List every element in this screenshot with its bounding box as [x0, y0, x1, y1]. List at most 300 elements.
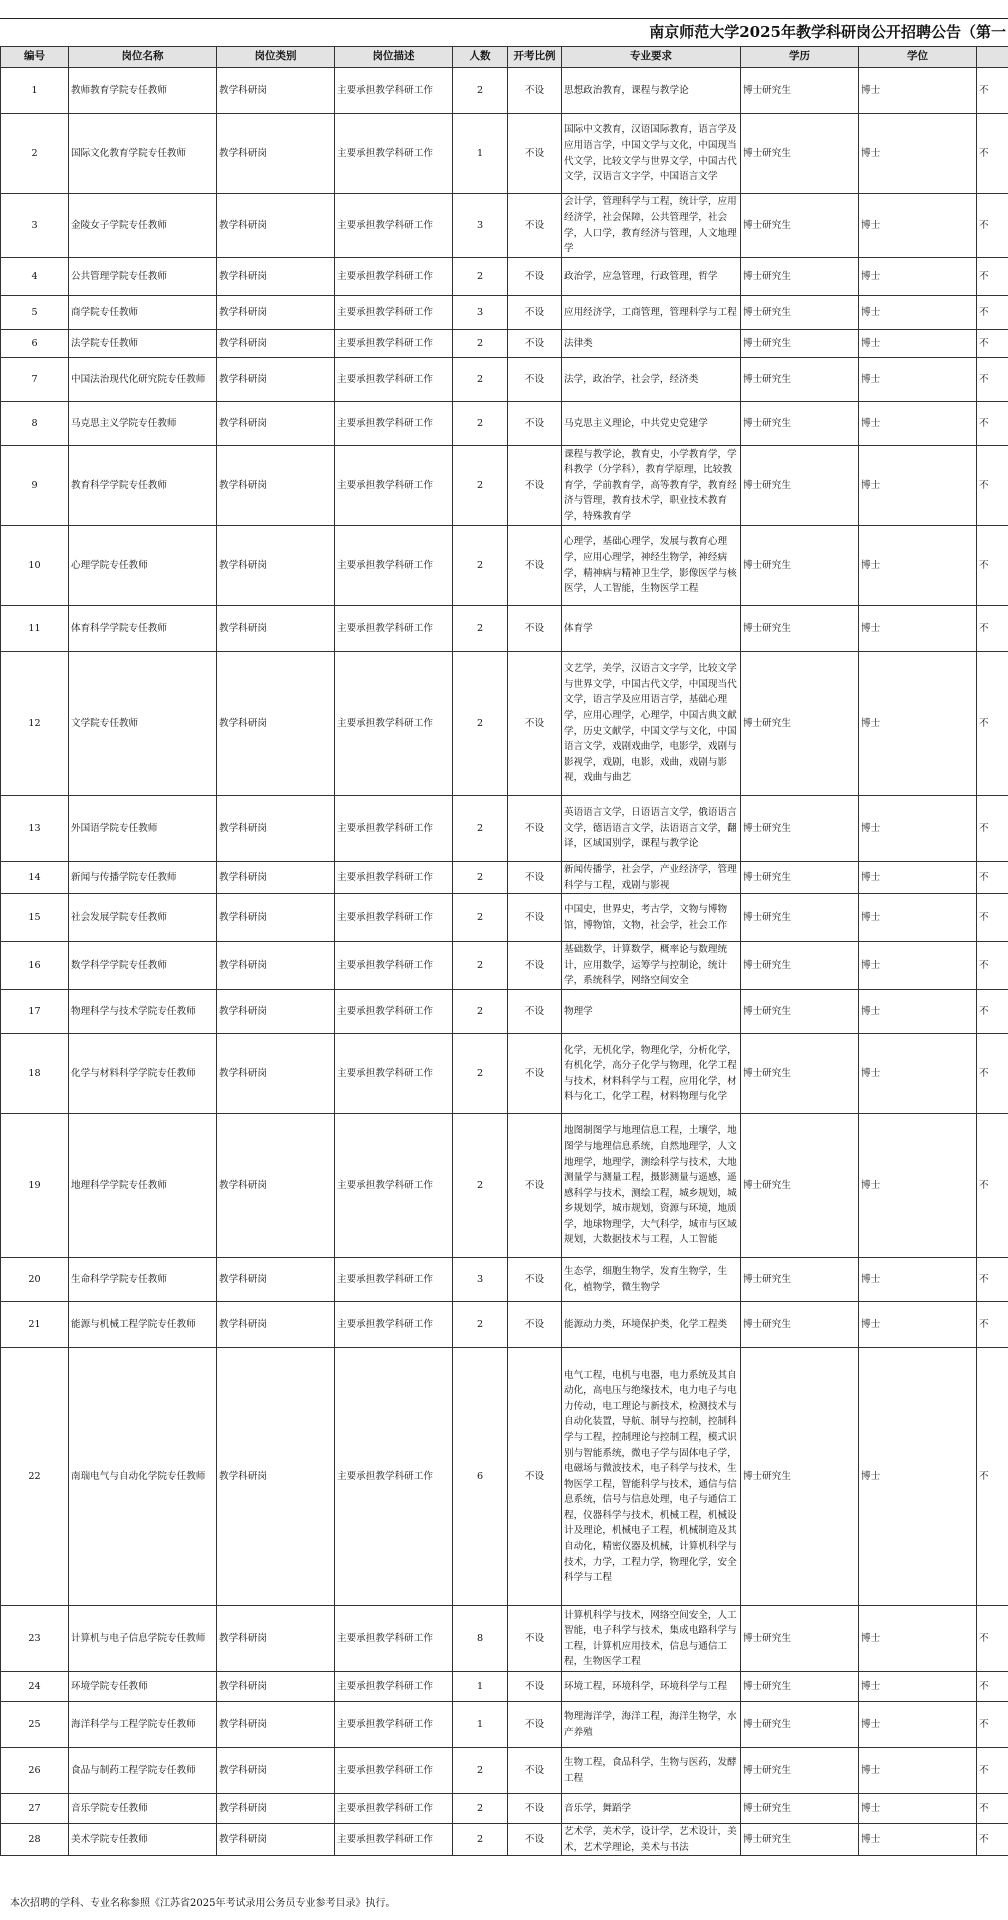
table-row [1, 894, 1008, 942]
table-row [1, 1258, 1008, 1302]
cell-extra: 不 [977, 1824, 1008, 1856]
cell-major-requirement: 应用经济学，工商管理，管理科学与工程 [562, 296, 741, 330]
cell-extra: 不 [977, 1258, 1008, 1302]
cell-education: 博士研究生 [741, 258, 859, 296]
cell-degree: 博士 [859, 652, 977, 796]
cell-position-description: 主要承担教学科研工作 [335, 796, 453, 862]
cell-education: 博士研究生 [741, 652, 859, 796]
cell-degree: 博士 [859, 1302, 977, 1348]
cell-number: 17 [1, 990, 69, 1034]
table-row [1, 652, 1008, 796]
cell-number: 23 [1, 1606, 69, 1672]
cell-degree: 博士 [859, 1606, 977, 1672]
cell-position-category: 教学科研岗 [217, 1606, 335, 1672]
cell-degree: 博士 [859, 68, 977, 114]
cell-position-description: 主要承担教学科研工作 [335, 114, 453, 194]
cell-exam-ratio: 不设 [508, 1302, 562, 1348]
cell-exam-ratio: 不设 [508, 606, 562, 652]
cell-education: 博士研究生 [741, 1702, 859, 1748]
header-position-name: 岗位名称 [69, 47, 217, 68]
cell-exam-ratio: 不设 [508, 942, 562, 990]
cell-number: 5 [1, 296, 69, 330]
table-row [1, 358, 1008, 402]
cell-education: 博士研究生 [741, 358, 859, 402]
cell-exam-ratio: 不设 [508, 1794, 562, 1824]
cell-position-description: 主要承担教学科研工作 [335, 1702, 453, 1748]
cell-position-description: 主要承担教学科研工作 [335, 1114, 453, 1258]
cell-exam-ratio: 不设 [508, 358, 562, 402]
cell-position-name: 社会发展学院专任教师 [69, 894, 217, 942]
cell-education: 博士研究生 [741, 446, 859, 526]
cell-position-name: 文学院专任教师 [69, 652, 217, 796]
cell-number: 8 [1, 402, 69, 446]
cell-exam-ratio: 不设 [508, 1258, 562, 1302]
table-row [1, 1034, 1008, 1114]
cell-degree: 博士 [859, 1348, 977, 1606]
table-row [1, 402, 1008, 446]
cell-count: 2 [453, 942, 508, 990]
cell-exam-ratio: 不设 [508, 330, 562, 358]
cell-degree: 博士 [859, 862, 977, 894]
cell-position-description: 主要承担教学科研工作 [335, 1258, 453, 1302]
cell-extra: 不 [977, 1748, 1008, 1794]
cell-number: 25 [1, 1702, 69, 1748]
cell-position-name: 公共管理学院专任教师 [69, 258, 217, 296]
cell-position-category: 教学科研岗 [217, 1824, 335, 1856]
cell-position-name: 地理科学学院专任教师 [69, 1114, 217, 1258]
cell-exam-ratio: 不设 [508, 68, 562, 114]
cell-exam-ratio: 不设 [508, 652, 562, 796]
cell-major-requirement: 生物工程，食品科学，生物与医药，发酵工程 [562, 1748, 741, 1794]
cell-position-description: 主要承担教学科研工作 [335, 258, 453, 296]
announcement-page [0, 18, 1008, 1856]
table-row [1, 114, 1008, 194]
cell-major-requirement: 基础数学，计算数学，概率论与数理统计，应用数学，运筹学与控制论，统计学，系统科学，网络空间安全 [562, 942, 741, 990]
recruitment-table [0, 46, 1008, 1856]
cell-count: 2 [453, 1302, 508, 1348]
cell-count: 2 [453, 1824, 508, 1856]
cell-count: 2 [453, 68, 508, 114]
cell-exam-ratio: 不设 [508, 114, 562, 194]
cell-number: 27 [1, 1794, 69, 1824]
header-degree: 学位 [859, 47, 977, 68]
cell-position-description: 主要承担教学科研工作 [335, 194, 453, 258]
cell-exam-ratio: 不设 [508, 862, 562, 894]
cell-extra: 不 [977, 942, 1008, 990]
cell-position-description: 主要承担教学科研工作 [335, 894, 453, 942]
cell-position-description: 主要承担教学科研工作 [335, 296, 453, 330]
cell-position-description: 主要承担教学科研工作 [335, 1824, 453, 1856]
cell-position-description: 主要承担教学科研工作 [335, 1348, 453, 1606]
cell-count: 2 [453, 606, 508, 652]
cell-position-description: 主要承担教学科研工作 [335, 1606, 453, 1672]
cell-extra: 不 [977, 1114, 1008, 1258]
cell-position-name: 心理学院专任教师 [69, 526, 217, 606]
cell-major-requirement: 会计学，管理科学与工程，统计学，应用经济学，社会保障，公共管理学，社会学，人口学，教育经济与管理，人文地理学 [562, 194, 741, 258]
cell-position-description: 主要承担教学科研工作 [335, 1034, 453, 1114]
cell-number: 18 [1, 1034, 69, 1114]
cell-extra: 不 [977, 68, 1008, 114]
cell-position-category: 教学科研岗 [217, 1702, 335, 1748]
cell-major-requirement: 电气工程，电机与电器，电力系统及其自动化，高电压与绝缘技术，电力电子与电力传动，电工理论与新技术，检测技术与自动化装置，导航、制导与控制，控制科学与工程，控制理论与控制工程，模式识别与智能系统，微电子学与固体电子学，电磁场与微波技术，电子科学与技术，生物医学工程，智能科学与技术，通信与信息系统，信号与信息处理，电子与通信工程，仪器科学与技术，机械工程，机械设计及理论，机械电子工程，机械制造及其自动化，精密仪器及机械，计算机科学与技术，力学，工程力学，物理化学，安全科学与工程 [562, 1348, 741, 1606]
cell-major-requirement: 能源动力类，环境保护类，化学工程类 [562, 1302, 741, 1348]
cell-count: 2 [453, 1034, 508, 1114]
cell-education: 博士研究生 [741, 796, 859, 862]
footnote: 本次招聘的学科、专业名称参照《江苏省2025年考试录用公务员专业参考目录》执行。 [10, 1898, 396, 1909]
cell-position-category: 教学科研岗 [217, 358, 335, 402]
cell-position-category: 教学科研岗 [217, 1348, 335, 1606]
cell-position-name: 计算机与电子信息学院专任教师 [69, 1606, 217, 1672]
cell-count: 6 [453, 1348, 508, 1606]
cell-position-name: 南瑞电气与自动化学院专任教师 [69, 1348, 217, 1606]
cell-major-requirement: 艺术学，美术学，设计学，艺术设计，美术，艺术学理论，美术与书法 [562, 1824, 741, 1856]
cell-position-name: 能源与机械工程学院专任教师 [69, 1302, 217, 1348]
cell-degree: 博士 [859, 296, 977, 330]
cell-education: 博士研究生 [741, 862, 859, 894]
cell-extra: 不 [977, 330, 1008, 358]
cell-degree: 博士 [859, 526, 977, 606]
cell-number: 12 [1, 652, 69, 796]
cell-exam-ratio: 不设 [508, 1348, 562, 1606]
cell-degree: 博士 [859, 1114, 977, 1258]
table-row [1, 1302, 1008, 1348]
cell-degree: 博士 [859, 1034, 977, 1114]
cell-extra: 不 [977, 402, 1008, 446]
cell-number: 24 [1, 1672, 69, 1702]
cell-major-requirement: 课程与教学论，教育史，小学教育学，学科教学（分学科），教育学原理，比较教育学，学前教育学，高等教育学，教育经济与管理，教育技术学，职业技术教育学，特殊教育学 [562, 446, 741, 526]
cell-position-description: 主要承担教学科研工作 [335, 526, 453, 606]
cell-education: 博士研究生 [741, 1302, 859, 1348]
cell-extra: 不 [977, 796, 1008, 862]
cell-position-name: 商学院专任教师 [69, 296, 217, 330]
cell-extra: 不 [977, 652, 1008, 796]
cell-position-category: 教学科研岗 [217, 526, 335, 606]
cell-exam-ratio: 不设 [508, 258, 562, 296]
cell-count: 2 [453, 796, 508, 862]
cell-exam-ratio: 不设 [508, 1114, 562, 1258]
cell-education: 博士研究生 [741, 114, 859, 194]
cell-position-name: 物理科学与技术学院专任教师 [69, 990, 217, 1034]
cell-position-description: 主要承担教学科研工作 [335, 330, 453, 358]
cell-education: 博士研究生 [741, 402, 859, 446]
cell-count: 2 [453, 1114, 508, 1258]
cell-degree: 博士 [859, 402, 977, 446]
cell-position-category: 教学科研岗 [217, 652, 335, 796]
cell-extra: 不 [977, 1702, 1008, 1748]
header-major-requirement: 专业要求 [562, 47, 741, 68]
cell-degree: 博士 [859, 1258, 977, 1302]
cell-position-category: 教学科研岗 [217, 402, 335, 446]
cell-number: 19 [1, 1114, 69, 1258]
cell-position-category: 教学科研岗 [217, 114, 335, 194]
header-position-category: 岗位类别 [217, 47, 335, 68]
cell-position-category: 教学科研岗 [217, 894, 335, 942]
cell-position-name: 法学院专任教师 [69, 330, 217, 358]
cell-position-name: 生命科学学院专任教师 [69, 1258, 217, 1302]
cell-exam-ratio: 不设 [508, 402, 562, 446]
cell-position-category: 教学科研岗 [217, 606, 335, 652]
table-row [1, 1672, 1008, 1702]
cell-education: 博士研究生 [741, 1748, 859, 1794]
cell-count: 2 [453, 330, 508, 358]
cell-education: 博士研究生 [741, 1794, 859, 1824]
cell-position-name: 外国语学院专任教师 [69, 796, 217, 862]
cell-extra: 不 [977, 194, 1008, 258]
table-row [1, 1824, 1008, 1856]
cell-extra: 不 [977, 1672, 1008, 1702]
cell-exam-ratio: 不设 [508, 1702, 562, 1748]
cell-extra: 不 [977, 1034, 1008, 1114]
cell-count: 8 [453, 1606, 508, 1672]
table-row [1, 942, 1008, 990]
cell-position-category: 教学科研岗 [217, 194, 335, 258]
cell-position-category: 教学科研岗 [217, 1748, 335, 1794]
cell-count: 1 [453, 114, 508, 194]
cell-major-requirement: 思想政治教育，课程与教学论 [562, 68, 741, 114]
cell-number: 28 [1, 1824, 69, 1856]
cell-number: 7 [1, 358, 69, 402]
table-row [1, 330, 1008, 358]
cell-degree: 博士 [859, 796, 977, 862]
cell-position-description: 主要承担教学科研工作 [335, 652, 453, 796]
cell-position-description: 主要承担教学科研工作 [335, 402, 453, 446]
cell-degree: 博士 [859, 1702, 977, 1748]
cell-count: 2 [453, 990, 508, 1034]
cell-number: 15 [1, 894, 69, 942]
cell-count: 2 [453, 862, 508, 894]
cell-exam-ratio: 不设 [508, 1748, 562, 1794]
cell-count: 2 [453, 1794, 508, 1824]
cell-education: 博士研究生 [741, 1824, 859, 1856]
table-row [1, 68, 1008, 114]
header-count: 人数 [453, 47, 508, 68]
cell-major-requirement: 马克思主义理论，中共党史党建学 [562, 402, 741, 446]
cell-education: 博士研究生 [741, 296, 859, 330]
cell-major-requirement: 物理海洋学，海洋工程，海洋生物学，水产养殖 [562, 1702, 741, 1748]
table-row [1, 296, 1008, 330]
cell-position-description: 主要承担教学科研工作 [335, 1672, 453, 1702]
cell-position-name: 教师教育学院专任教师 [69, 68, 217, 114]
cell-position-description: 主要承担教学科研工作 [335, 942, 453, 990]
header-position-description: 岗位描述 [335, 47, 453, 68]
cell-major-requirement: 英语语言文学，日语语言文学，俄语语言文学，德语语言文学，法语语言文学，翻译，区域国别学，课程与教学论 [562, 796, 741, 862]
cell-major-requirement: 法学，政治学，社会学，经济类 [562, 358, 741, 402]
table-row [1, 1702, 1008, 1748]
cell-major-requirement: 体育学 [562, 606, 741, 652]
cell-exam-ratio: 不设 [508, 1606, 562, 1672]
cell-major-requirement: 生态学，细胞生物学，发育生物学，生化，植物学，微生物学 [562, 1258, 741, 1302]
cell-degree: 博士 [859, 258, 977, 296]
cell-education: 博士研究生 [741, 68, 859, 114]
cell-exam-ratio: 不设 [508, 796, 562, 862]
cell-count: 2 [453, 894, 508, 942]
table-row [1, 1794, 1008, 1824]
cell-number: 13 [1, 796, 69, 862]
table-row [1, 1114, 1008, 1258]
cell-degree: 博士 [859, 894, 977, 942]
cell-count: 3 [453, 194, 508, 258]
cell-major-requirement: 物理学 [562, 990, 741, 1034]
cell-number: 2 [1, 114, 69, 194]
cell-extra: 不 [977, 1794, 1008, 1824]
table-row [1, 796, 1008, 862]
cell-exam-ratio: 不设 [508, 990, 562, 1034]
cell-number: 3 [1, 194, 69, 258]
cell-degree: 博士 [859, 358, 977, 402]
cell-degree: 博士 [859, 194, 977, 258]
table-row [1, 1606, 1008, 1672]
cell-degree: 博士 [859, 1748, 977, 1794]
cell-position-description: 主要承担教学科研工作 [335, 446, 453, 526]
cell-number: 20 [1, 1258, 69, 1302]
cell-major-requirement: 新闻传播学，社会学，产业经济学，管理科学与工程，戏剧与影视 [562, 862, 741, 894]
header-exam-ratio: 开考比例 [508, 47, 562, 68]
cell-education: 博士研究生 [741, 194, 859, 258]
cell-number: 22 [1, 1348, 69, 1606]
cell-extra: 不 [977, 296, 1008, 330]
cell-position-category: 教学科研岗 [217, 1302, 335, 1348]
cell-position-name: 国际文化教育学院专任教师 [69, 114, 217, 194]
cell-position-description: 主要承担教学科研工作 [335, 606, 453, 652]
cell-exam-ratio: 不设 [508, 446, 562, 526]
cell-number: 14 [1, 862, 69, 894]
cell-extra: 不 [977, 1302, 1008, 1348]
cell-major-requirement: 化学，无机化学，物理化学，分析化学，有机化学，高分子化学与物理，化学工程与技术，材料科学与工程，应用化学，材料与化工，化学工程，材料物理与化学 [562, 1034, 741, 1114]
cell-major-requirement: 中国史，世界史，考古学，文物与博物馆，博物馆，文物，社会学，社会工作 [562, 894, 741, 942]
cell-extra: 不 [977, 1348, 1008, 1606]
cell-count: 3 [453, 296, 508, 330]
cell-exam-ratio: 不设 [508, 894, 562, 942]
cell-degree: 博士 [859, 330, 977, 358]
cell-major-requirement: 环境工程，环境科学，环境科学与工程 [562, 1672, 741, 1702]
cell-exam-ratio: 不设 [508, 1034, 562, 1114]
cell-exam-ratio: 不设 [508, 526, 562, 606]
cell-position-description: 主要承担教学科研工作 [335, 1302, 453, 1348]
cell-count: 2 [453, 358, 508, 402]
cell-number: 21 [1, 1302, 69, 1348]
cell-degree: 博士 [859, 114, 977, 194]
cell-position-name: 教育科学学院专任教师 [69, 446, 217, 526]
cell-position-category: 教学科研岗 [217, 330, 335, 358]
cell-position-description: 主要承担教学科研工作 [335, 1748, 453, 1794]
cell-number: 6 [1, 330, 69, 358]
cell-education: 博士研究生 [741, 1034, 859, 1114]
cell-position-name: 食品与制药工程学院专任教师 [69, 1748, 217, 1794]
cell-degree: 博士 [859, 446, 977, 526]
cell-position-category: 教学科研岗 [217, 1258, 335, 1302]
table-row [1, 194, 1008, 258]
cell-number: 9 [1, 446, 69, 526]
cell-position-name: 数学科学学院专任教师 [69, 942, 217, 990]
cell-extra: 不 [977, 990, 1008, 1034]
table-row [1, 862, 1008, 894]
cell-position-category: 教学科研岗 [217, 296, 335, 330]
cell-extra: 不 [977, 258, 1008, 296]
cell-number: 26 [1, 1748, 69, 1794]
page-title: 南京师范大学2025年教学科研岗公开招聘公告（第一 [0, 18, 1008, 46]
cell-position-name: 新闻与传播学院专任教师 [69, 862, 217, 894]
cell-major-requirement: 心理学，基础心理学，发展与教育心理学，应用心理学，神经生物学，神经病学，精神病与精神卫生学，影像医学与核医学，人工智能，生物医学工程 [562, 526, 741, 606]
cell-number: 1 [1, 68, 69, 114]
cell-major-requirement: 国际中文教育，汉语国际教育，语言学及应用语言学，中国文学与文化，中国现当代文学，比较文学与世界文学，中国古代文学，汉语言文字学，中国语言文学 [562, 114, 741, 194]
cell-count: 2 [453, 652, 508, 796]
cell-count: 2 [453, 446, 508, 526]
cell-exam-ratio: 不设 [508, 1824, 562, 1856]
header-education: 学历 [741, 47, 859, 68]
cell-count: 1 [453, 1702, 508, 1748]
cell-extra: 不 [977, 606, 1008, 652]
cell-degree: 博士 [859, 1794, 977, 1824]
cell-position-name: 美术学院专任教师 [69, 1824, 217, 1856]
cell-major-requirement: 地图制图学与地理信息工程，土壤学，地图学与地理信息系统，自然地理学，人文地理学，地理学，测绘科学与技术，大地测量学与测量工程，摄影测量与遥感，遥感科学与技术，测绘工程，城乡规划，城乡规划学，城市规划，资源与环境，地质学，地球物理学，大气科学，城市与区域规划，大数据技术与工程，人工智能 [562, 1114, 741, 1258]
cell-education: 博士研究生 [741, 1606, 859, 1672]
cell-major-requirement: 音乐学，舞蹈学 [562, 1794, 741, 1824]
cell-position-name: 马克思主义学院专任教师 [69, 402, 217, 446]
table-header-row [1, 47, 1008, 68]
cell-extra: 不 [977, 1606, 1008, 1672]
cell-count: 2 [453, 526, 508, 606]
cell-exam-ratio: 不设 [508, 194, 562, 258]
cell-extra: 不 [977, 862, 1008, 894]
table-row [1, 258, 1008, 296]
cell-number: 16 [1, 942, 69, 990]
cell-number: 11 [1, 606, 69, 652]
cell-extra: 不 [977, 114, 1008, 194]
cell-count: 2 [453, 402, 508, 446]
cell-degree: 博士 [859, 1824, 977, 1856]
cell-education: 博士研究生 [741, 330, 859, 358]
cell-position-category: 教学科研岗 [217, 796, 335, 862]
cell-position-category: 教学科研岗 [217, 1672, 335, 1702]
table-row [1, 446, 1008, 526]
cell-position-category: 教学科研岗 [217, 446, 335, 526]
cell-education: 博士研究生 [741, 894, 859, 942]
header-extra [977, 47, 1008, 68]
cell-major-requirement: 计算机科学与技术，网络空间安全，人工智能，电子科学与技术，集成电路科学与工程，计算机应用技术，信息与通信工程，生物医学工程 [562, 1606, 741, 1672]
cell-position-description: 主要承担教学科研工作 [335, 990, 453, 1034]
cell-exam-ratio: 不设 [508, 1672, 562, 1702]
cell-position-description: 主要承担教学科研工作 [335, 862, 453, 894]
cell-position-category: 教学科研岗 [217, 1794, 335, 1824]
cell-extra: 不 [977, 894, 1008, 942]
cell-position-category: 教学科研岗 [217, 258, 335, 296]
cell-major-requirement: 文艺学，美学，汉语言文字学，比较文学与世界文学，中国古代文学，中国现当代文学，语言学及应用语言学，基础心理学，应用心理学，心理学，中国古典文献学，历史文献学，中国文学与文化，中国语言文学，戏剧戏曲学，电影学，戏剧与影视学，戏剧，电影，戏曲，戏剧与影视，戏曲与曲艺 [562, 652, 741, 796]
header-number: 编号 [1, 47, 69, 68]
cell-degree: 博士 [859, 990, 977, 1034]
cell-count: 3 [453, 1258, 508, 1302]
cell-count: 2 [453, 1748, 508, 1794]
cell-position-name: 体育科学学院专任教师 [69, 606, 217, 652]
cell-extra: 不 [977, 446, 1008, 526]
cell-position-name: 金陵女子学院专任教师 [69, 194, 217, 258]
cell-major-requirement: 政治学，应急管理，行政管理，哲学 [562, 258, 741, 296]
cell-count: 2 [453, 258, 508, 296]
cell-position-category: 教学科研岗 [217, 68, 335, 114]
cell-extra: 不 [977, 358, 1008, 402]
table-row [1, 990, 1008, 1034]
cell-position-category: 教学科研岗 [217, 1034, 335, 1114]
cell-education: 博士研究生 [741, 1348, 859, 1606]
cell-degree: 博士 [859, 942, 977, 990]
cell-education: 博士研究生 [741, 990, 859, 1034]
cell-position-category: 教学科研岗 [217, 942, 335, 990]
cell-position-name: 音乐学院专任教师 [69, 1794, 217, 1824]
cell-education: 博士研究生 [741, 526, 859, 606]
cell-position-name: 环境学院专任教师 [69, 1672, 217, 1702]
cell-position-category: 教学科研岗 [217, 862, 335, 894]
cell-position-category: 教学科研岗 [217, 1114, 335, 1258]
cell-position-description: 主要承担教学科研工作 [335, 358, 453, 402]
